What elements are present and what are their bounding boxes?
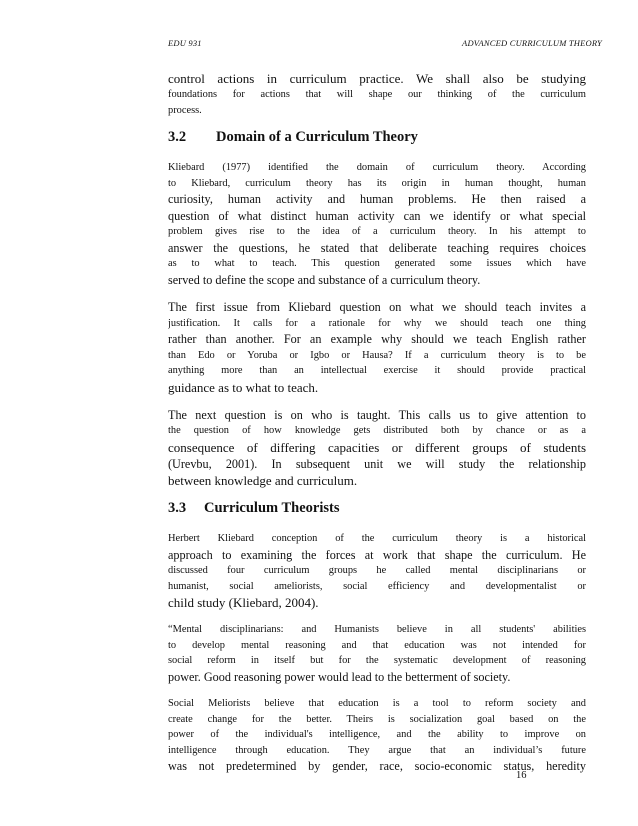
text-line: guidance as to what to teach. [168, 379, 319, 395]
text-line: approach to examining the forces at work that shape the curriculum. He [168, 547, 586, 562]
text-line: intelligence through education. They argue that an individual’s future [168, 744, 586, 756]
text-line: process. [168, 104, 202, 116]
header-course-title: ADVANCED CURRICULUM THEORY [462, 38, 602, 48]
text-line: than Edo or Yoruba or Igbo or Hausa? If a curriculum theory is to be [168, 349, 586, 361]
text-line: power. Good reasoning power would lead to the betterment of society. [168, 669, 511, 684]
paragraph [168, 622, 586, 685]
text-line: between knowledge and curriculum. [168, 473, 358, 488]
text-line: rather than another. For an example why should we teach English rather [168, 332, 586, 346]
text-line: “Mental disciplinarians: and Humanists believe in all students' abilities [168, 624, 586, 635]
text-line: was not predetermined by gender, race, socio-economic status, heredity [168, 759, 586, 773]
text-line: The next question is on who is taught. This calls us to give attention to [168, 407, 586, 422]
text-line: humanist, social ameliorists, social efficiency and developmentalist or [168, 580, 586, 592]
text-line: Herbert Kliebard conception of the curriculum theory is a historical [168, 533, 586, 544]
section-number: 3.3 [168, 500, 187, 516]
section-number: 3.2 [168, 129, 187, 145]
text-line: control actions in curriculum practice. We shall also be studying [168, 71, 586, 86]
text-line: question of what distinct human activity can we identify or what special [168, 208, 586, 223]
text-line: problem gives rise to the idea of a curriculum theory. In his attempt to [168, 226, 586, 237]
paragraph [168, 160, 586, 288]
text-line: curiosity, human activity and human problems. He then raised a [168, 192, 586, 206]
text-line: as to what to teach. This question generated some issues which have [168, 258, 586, 269]
text-line: foundations for actions that will shape our thinking of the curriculum [168, 89, 586, 100]
text-line: to develop mental reasoning and that education was not intended for [168, 639, 586, 651]
text-line: social reform in itself but for the systematic development of reasoning [168, 655, 586, 666]
page-number: 16 [516, 770, 527, 781]
text-line: Kliebard (1977) identified the domain of curriculum theory. According [168, 162, 586, 173]
paragraph [168, 696, 586, 775]
text-line: child study (Kliebard, 2004). [168, 595, 319, 610]
section-heading-3-3 [168, 499, 586, 517]
text-line: create change for the better. Theirs is socialization goal based on the [168, 713, 586, 725]
text-line: anything more than an intellectual exercise it should provide practical [168, 365, 586, 376]
header-course-code: EDU 931 [168, 38, 202, 48]
section-heading-3-2 [168, 128, 586, 146]
text-line: discussed four curriculum groups he called mental disciplinarians or [168, 565, 586, 576]
text-line: to Kliebard, curriculum theory has its origin in human thought, human [168, 177, 586, 189]
paragraph [168, 299, 586, 396]
paragraph [168, 531, 586, 611]
page-content [168, 70, 586, 775]
paragraph [168, 407, 586, 490]
text-line: justification. It calls for a rationale for why we should teach one thing [168, 317, 586, 329]
text-line: Social Meliorists believe that education is a tool to reform society and [168, 698, 586, 709]
section-title: Curriculum Theorists [204, 500, 340, 516]
text-line: served to define the scope and substance of a curriculum theory. [168, 272, 481, 287]
text-line: consequence of differing capacities or different groups of students [168, 439, 586, 455]
intro-paragraph [168, 70, 586, 118]
text-line: answer the questions, he stated that deliberate teaching requires choices [168, 240, 586, 255]
text-line: power of the individual's intelligence, and the ability to improve on [168, 729, 586, 740]
section-title: Domain of a Curriculum Theory [216, 129, 418, 145]
text-line: (Urevbu, 2001). In subsequent unit we will study the relationship [168, 456, 586, 471]
text-line: The first issue from Kliebard question on what we should teach invites a [168, 300, 586, 314]
text-line: the question of how knowledge gets distributed both by chance or as a [168, 425, 586, 436]
